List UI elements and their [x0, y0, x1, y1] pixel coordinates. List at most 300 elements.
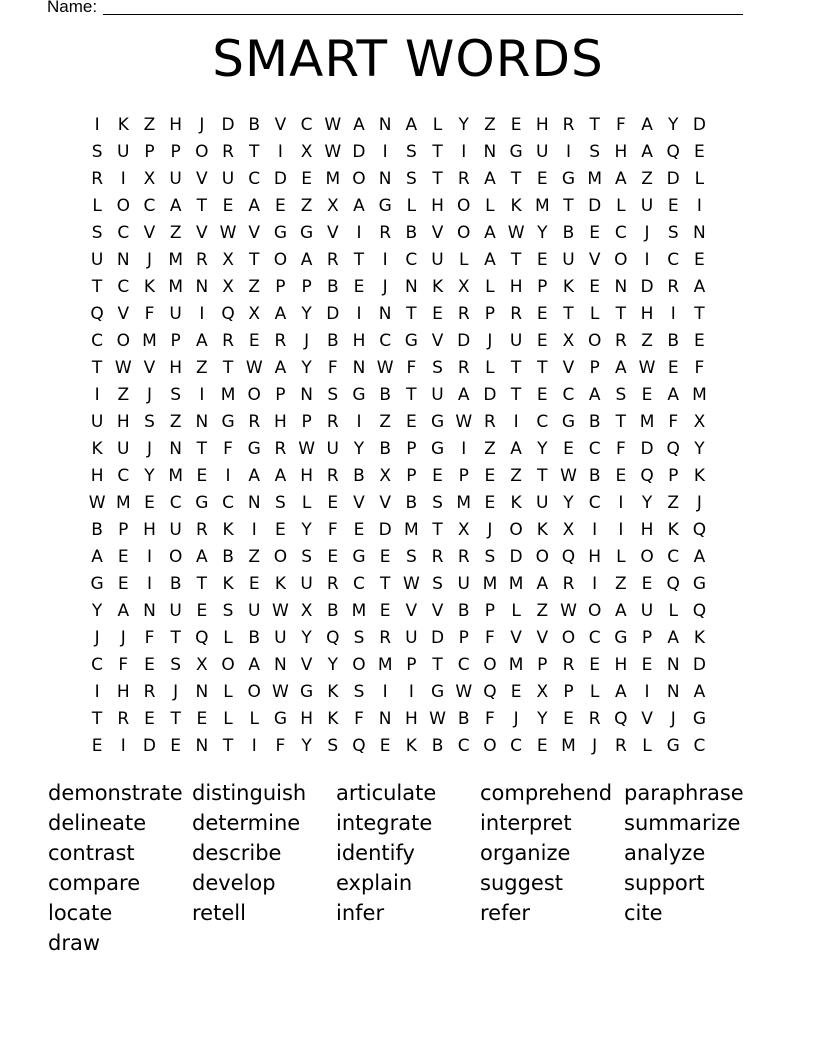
grid-letter: M — [351, 601, 367, 621]
grid-letter: C — [588, 493, 601, 513]
grid-letter: P — [406, 466, 417, 486]
grid-letter: A — [353, 115, 365, 135]
grid-letter: C — [667, 547, 680, 567]
grid-letter: P — [144, 142, 155, 162]
grid-letter: R — [667, 277, 680, 297]
grid-letter: S — [222, 601, 234, 621]
grid-letter: K — [510, 196, 522, 216]
grid-letter: Z — [143, 115, 156, 135]
grid-letter: O — [483, 655, 497, 675]
grid-letter: C — [536, 412, 549, 432]
grid-letter: J — [146, 439, 152, 459]
word-bank-row — [48, 868, 768, 898]
grid-letter: C — [143, 196, 156, 216]
grid-letter: Q — [483, 682, 497, 702]
grid-letter: C — [222, 493, 234, 513]
grid-letter: M — [404, 520, 419, 540]
grid-letter: J — [120, 628, 126, 648]
word-bank-item: articulate — [336, 781, 437, 805]
grid-row — [84, 193, 713, 220]
grid-letter: J — [487, 331, 493, 351]
grid-letter: C — [405, 250, 418, 270]
grid-letter: T — [510, 169, 522, 189]
grid-letter: I — [670, 304, 676, 324]
grid-letter: I — [120, 736, 126, 756]
grid-letter: B — [326, 601, 339, 621]
grid-letter: V — [588, 250, 601, 270]
grid-letter: Z — [615, 574, 627, 594]
grid-row — [84, 679, 713, 706]
grid-letter: T — [196, 574, 208, 594]
page-title: SMART WORDS — [212, 30, 604, 88]
grid-letter: H — [116, 682, 130, 702]
grid-letter: E — [170, 736, 182, 756]
grid-letter: U — [169, 601, 182, 621]
grid-row — [84, 382, 713, 409]
grid-letter: X — [379, 466, 391, 486]
grid-letter: Z — [484, 439, 496, 459]
grid-letter: A — [248, 196, 261, 216]
grid-letter: I — [618, 520, 624, 540]
grid-letter: W — [219, 223, 237, 243]
grid-letter: E — [327, 493, 339, 513]
grid-letter: B — [326, 331, 339, 351]
grid-letter: Y — [301, 736, 312, 756]
grid-letter: X — [457, 277, 470, 297]
grid-letter: U — [169, 304, 182, 324]
grid-letter: U — [457, 574, 470, 594]
word-bank-row — [48, 898, 768, 928]
grid-letter: P — [170, 142, 181, 162]
grid-letter: T — [170, 709, 181, 729]
grid-letter: I — [356, 223, 362, 243]
grid-letter: X — [562, 520, 575, 540]
grid-letter: E — [667, 358, 679, 378]
grid-letter: H — [169, 358, 183, 378]
grid-letter: G — [352, 385, 366, 405]
word-search-grid — [84, 112, 713, 760]
grid-letter: R — [562, 655, 575, 675]
grid-letter: Y — [563, 493, 574, 513]
grid-letter: B — [379, 385, 391, 405]
grid-letter: P — [641, 628, 653, 648]
grid-letter: M — [639, 412, 655, 432]
grid-letter: H — [640, 520, 654, 540]
grid-letter: K — [117, 115, 129, 135]
grid-letter: A — [588, 385, 601, 405]
grid-letter: N — [483, 142, 497, 162]
grid-letter: D — [352, 142, 366, 162]
grid-letter: L — [432, 115, 443, 135]
grid-letter: A — [274, 358, 287, 378]
grid-letter: H — [640, 304, 654, 324]
grid-letter: T — [91, 358, 103, 378]
grid-letter: A — [536, 574, 549, 594]
grid-letter: C — [248, 169, 261, 189]
grid-row — [84, 544, 713, 571]
grid-letter: R — [326, 250, 339, 270]
grid-letter: Q — [195, 628, 209, 648]
grid-letter: K — [693, 466, 705, 486]
grid-letter: R — [195, 250, 208, 270]
word-bank-item: summarize — [624, 811, 741, 835]
grid-letter: L — [249, 709, 259, 729]
grid-letter: R — [614, 331, 627, 351]
grid-letter: R — [143, 682, 156, 702]
grid-letter: V — [196, 223, 208, 243]
grid-letter: D — [221, 115, 235, 135]
grid-letter: U — [405, 628, 418, 648]
grid-letter: S — [327, 736, 339, 756]
grid-letter: A — [641, 142, 653, 162]
grid-letter: F — [275, 736, 286, 756]
grid-letter: X — [222, 250, 234, 270]
grid-letter: B — [457, 709, 470, 729]
grid-row — [84, 355, 713, 382]
grid-letter: I — [94, 115, 100, 135]
grid-letter: A — [667, 385, 680, 405]
grid-letter: Y — [537, 709, 548, 729]
grid-letter: U — [640, 196, 654, 216]
grid-letter: R — [222, 142, 234, 162]
grid-letter: L — [511, 601, 521, 621]
grid-letter: T — [563, 196, 574, 216]
grid-letter: A — [274, 304, 287, 324]
word-bank-row — [48, 838, 768, 868]
grid-letter: E — [589, 277, 601, 297]
grid-letter: G — [430, 412, 445, 432]
grid-letter: J — [94, 628, 100, 648]
grid-letter: F — [354, 709, 364, 729]
name-field — [47, 0, 747, 19]
grid-letter: T — [249, 250, 260, 270]
grid-letter: A — [248, 655, 261, 675]
grid-letter: X — [300, 142, 313, 162]
grid-letter: E — [484, 466, 496, 486]
grid-letter: I — [356, 412, 362, 432]
grid-letter: D — [692, 115, 706, 135]
grid-letter: W — [402, 574, 420, 594]
grid-letter: E — [353, 520, 365, 540]
grid-letter: E — [510, 682, 522, 702]
grid-letter: U — [300, 574, 313, 594]
grid-letter: K — [222, 520, 234, 540]
grid-letter: B — [405, 493, 418, 513]
grid-letter: U — [169, 169, 182, 189]
grid-letter: Z — [667, 493, 680, 513]
grid-letter: X — [457, 520, 470, 540]
grid-letter: M — [168, 277, 183, 297]
grid-letter: R — [510, 304, 522, 324]
grid-letter: P — [275, 385, 286, 405]
grid-letter: U — [536, 493, 549, 513]
word-bank-item: draw — [48, 931, 101, 955]
grid-letter: E — [196, 466, 208, 486]
grid-letter: G — [90, 574, 104, 594]
grid-letter: I — [565, 142, 571, 162]
grid-letter: E — [536, 331, 548, 351]
grid-letter: X — [300, 601, 313, 621]
grid-letter: V — [431, 601, 444, 621]
grid-letter: V — [143, 223, 156, 243]
grid-letter: X — [196, 655, 208, 675]
grid-letter: V — [300, 655, 313, 675]
grid-letter: E — [405, 412, 417, 432]
grid-letter: V — [641, 709, 653, 729]
grid-letter: E — [432, 304, 443, 324]
grid-letter: U — [326, 439, 339, 459]
grid-letter: F — [144, 304, 155, 324]
grid-letter: U — [90, 250, 104, 270]
grid-letter: A — [457, 385, 470, 405]
grid-letter: H — [535, 115, 549, 135]
grid-letter: A — [405, 115, 418, 135]
grid-letter: K — [222, 574, 234, 594]
grid-letter: W — [560, 466, 577, 486]
grid-letter: P — [537, 655, 548, 675]
grid-letter: C — [667, 250, 680, 270]
grid-letter: F — [485, 628, 495, 648]
grid-letter: K — [510, 493, 522, 513]
grid-letter: L — [589, 304, 600, 324]
grid-letter: I — [696, 196, 702, 216]
grid-letter: S — [432, 358, 443, 378]
grid-letter: Z — [641, 169, 653, 189]
grid-letter: O — [195, 142, 209, 162]
grid-letter: G — [430, 682, 445, 702]
grid-letter: E — [563, 709, 574, 729]
grid-letter: W — [507, 223, 525, 243]
grid-letter: K — [327, 682, 339, 702]
grid-letter: E — [694, 142, 705, 162]
word-bank-item: organize — [480, 841, 571, 865]
grid-letter: I — [513, 412, 519, 432]
grid-letter: J — [146, 385, 152, 405]
grid-letter: O — [587, 601, 602, 621]
grid-letter: R — [326, 466, 339, 486]
grid-letter: B — [169, 574, 182, 594]
grid-letter: C — [510, 736, 523, 756]
grid-letter: A — [615, 682, 627, 702]
word-bank-item: describe — [192, 841, 282, 865]
grid-letter: C — [379, 331, 392, 351]
grid-letter: C — [117, 277, 130, 297]
grid-letter: P — [275, 277, 286, 297]
grid-letter: R — [91, 169, 103, 189]
grid-letter: A — [91, 547, 103, 567]
grid-letter: A — [484, 250, 496, 270]
grid-letter: G — [561, 412, 576, 432]
grid-letter: B — [431, 736, 444, 756]
grid-letter: G — [430, 439, 445, 459]
grid-letter: Z — [641, 331, 653, 351]
grid-letter: X — [248, 304, 261, 324]
word-bank-item: delineate — [48, 811, 147, 835]
grid-letter: C — [117, 223, 130, 243]
grid-letter: P — [484, 304, 496, 324]
grid-letter: H — [116, 412, 130, 432]
grid-letter: Q — [692, 601, 707, 621]
grid-letter: I — [120, 169, 126, 189]
grid-letter: N — [195, 277, 209, 297]
grid-letter: I — [461, 142, 467, 162]
grid-letter: G — [300, 223, 314, 243]
grid-row — [84, 436, 713, 463]
grid-letter: E — [536, 385, 548, 405]
grid-letter: N — [352, 358, 366, 378]
grid-letter: J — [382, 277, 388, 297]
grid-letter: F — [485, 709, 495, 729]
grid-letter: A — [484, 169, 496, 189]
grid-letter: N — [169, 439, 183, 459]
grid-letter: C — [91, 331, 104, 351]
grid-letter: U — [509, 331, 523, 351]
grid-letter: O — [509, 520, 523, 540]
grid-letter: A — [484, 223, 496, 243]
grid-letter: V — [379, 493, 391, 513]
grid-letter: S — [589, 142, 601, 162]
grid-letter: Z — [536, 601, 549, 621]
grid-letter: T — [379, 574, 391, 594]
grid-letter: A — [300, 250, 313, 270]
grid-letter: E — [222, 196, 234, 216]
grid-letter: O — [457, 196, 471, 216]
grid-letter: P — [589, 358, 600, 378]
grid-letter: A — [641, 115, 653, 135]
word-bank-item: distinguish — [192, 781, 307, 805]
grid-letter: E — [301, 169, 312, 189]
grid-letter: D — [326, 304, 340, 324]
grid-letter: V — [431, 223, 444, 243]
grid-letter: Z — [379, 412, 391, 432]
grid-letter: L — [406, 196, 417, 216]
grid-letter: W — [455, 682, 473, 702]
grid-letter: U — [431, 385, 444, 405]
grid-letter: U — [431, 250, 444, 270]
grid-letter: S — [91, 142, 103, 162]
grid-letter: E — [196, 601, 208, 621]
grid-letter: Q — [692, 520, 707, 540]
grid-letter: F — [615, 115, 626, 135]
grid-letter: G — [509, 142, 523, 162]
grid-letter: R — [379, 628, 392, 648]
grid-letter: D — [640, 277, 654, 297]
grid-letter: A — [510, 439, 522, 459]
grid-letter: U — [169, 520, 182, 540]
grid-letter: E — [510, 115, 522, 135]
grid-letter: E — [144, 709, 155, 729]
grid-letter: R — [248, 412, 261, 432]
grid-letter: N — [143, 601, 156, 621]
grid-letter: V — [326, 223, 339, 243]
grid-letter: G — [666, 736, 680, 756]
word-bank-row — [48, 928, 768, 958]
grid-letter: B — [405, 223, 418, 243]
grid-letter: Z — [300, 196, 313, 216]
grid-letter: K — [667, 520, 679, 540]
grid-letter: N — [378, 115, 392, 135]
grid-letter: O — [273, 250, 288, 270]
grid-letter: T — [537, 358, 548, 378]
grid-letter: R — [117, 709, 130, 729]
grid-letter: C — [562, 385, 575, 405]
grid-letter: K — [327, 709, 339, 729]
grid-letter: E — [144, 655, 155, 675]
grid-row — [84, 625, 713, 652]
grid-letter: T — [432, 142, 443, 162]
grid-letter: N — [195, 412, 209, 432]
grid-letter: D — [430, 628, 445, 648]
grid-letter: Q — [640, 466, 654, 486]
grid-letter: G — [378, 196, 392, 216]
grid-letter: S — [432, 574, 443, 594]
grid-letter: W — [272, 601, 289, 621]
grid-letter: P — [170, 331, 181, 351]
grid-letter: T — [222, 736, 234, 756]
grid-letter: S — [91, 223, 103, 243]
grid-letter: M — [482, 574, 498, 594]
grid-letter: I — [592, 574, 598, 594]
grid-letter: X — [143, 169, 156, 189]
grid-letter: A — [693, 547, 706, 567]
grid-letter: U — [117, 439, 130, 459]
grid-letter: Y — [641, 493, 653, 513]
grid-letter: Z — [248, 547, 261, 567]
grid-letter: Y — [668, 115, 679, 135]
grid-letter: G — [195, 493, 209, 513]
grid-letter: Y — [537, 223, 548, 243]
grid-letter: O — [587, 331, 602, 351]
grid-letter: G — [404, 331, 418, 351]
grid-letter: I — [408, 682, 414, 702]
grid-letter: E — [536, 736, 548, 756]
grid-letter: I — [618, 493, 624, 513]
grid-letter: N — [666, 682, 680, 702]
word-bank-item: demonstrate — [48, 781, 183, 805]
grid-letter: W — [429, 709, 446, 729]
grid-letter: F — [144, 628, 155, 648]
word-bank-item: comprehend — [480, 781, 613, 805]
grid-letter: S — [432, 493, 443, 513]
grid-letter: C — [169, 493, 182, 513]
grid-letter: Z — [510, 466, 522, 486]
grid-letter: G — [300, 682, 314, 702]
grid-letter: T — [432, 169, 443, 189]
grid-row — [84, 733, 713, 760]
grid-letter: Z — [117, 385, 130, 405]
grid-letter: G — [614, 628, 628, 648]
grid-letter: E — [379, 736, 391, 756]
grid-letter: J — [670, 709, 676, 729]
grid-letter: I — [382, 250, 388, 270]
grid-letter: X — [536, 682, 549, 702]
grid-letter: E — [196, 709, 208, 729]
grid-letter: O — [168, 547, 183, 567]
grid-letter: V — [510, 628, 522, 648]
grid-letter: T — [91, 709, 103, 729]
grid-letter: E — [589, 223, 601, 243]
grid-letter: R — [379, 223, 392, 243]
grid-letter: U — [221, 169, 235, 189]
grid-letter: M — [377, 655, 393, 675]
grid-row — [84, 112, 713, 139]
grid-letter: U — [117, 142, 130, 162]
grid-letter: N — [404, 277, 418, 297]
grid-letter: V — [196, 169, 208, 189]
grid-letter: L — [616, 547, 626, 567]
word-bank-item: contrast — [48, 841, 135, 865]
grid-letter: G — [692, 574, 706, 594]
